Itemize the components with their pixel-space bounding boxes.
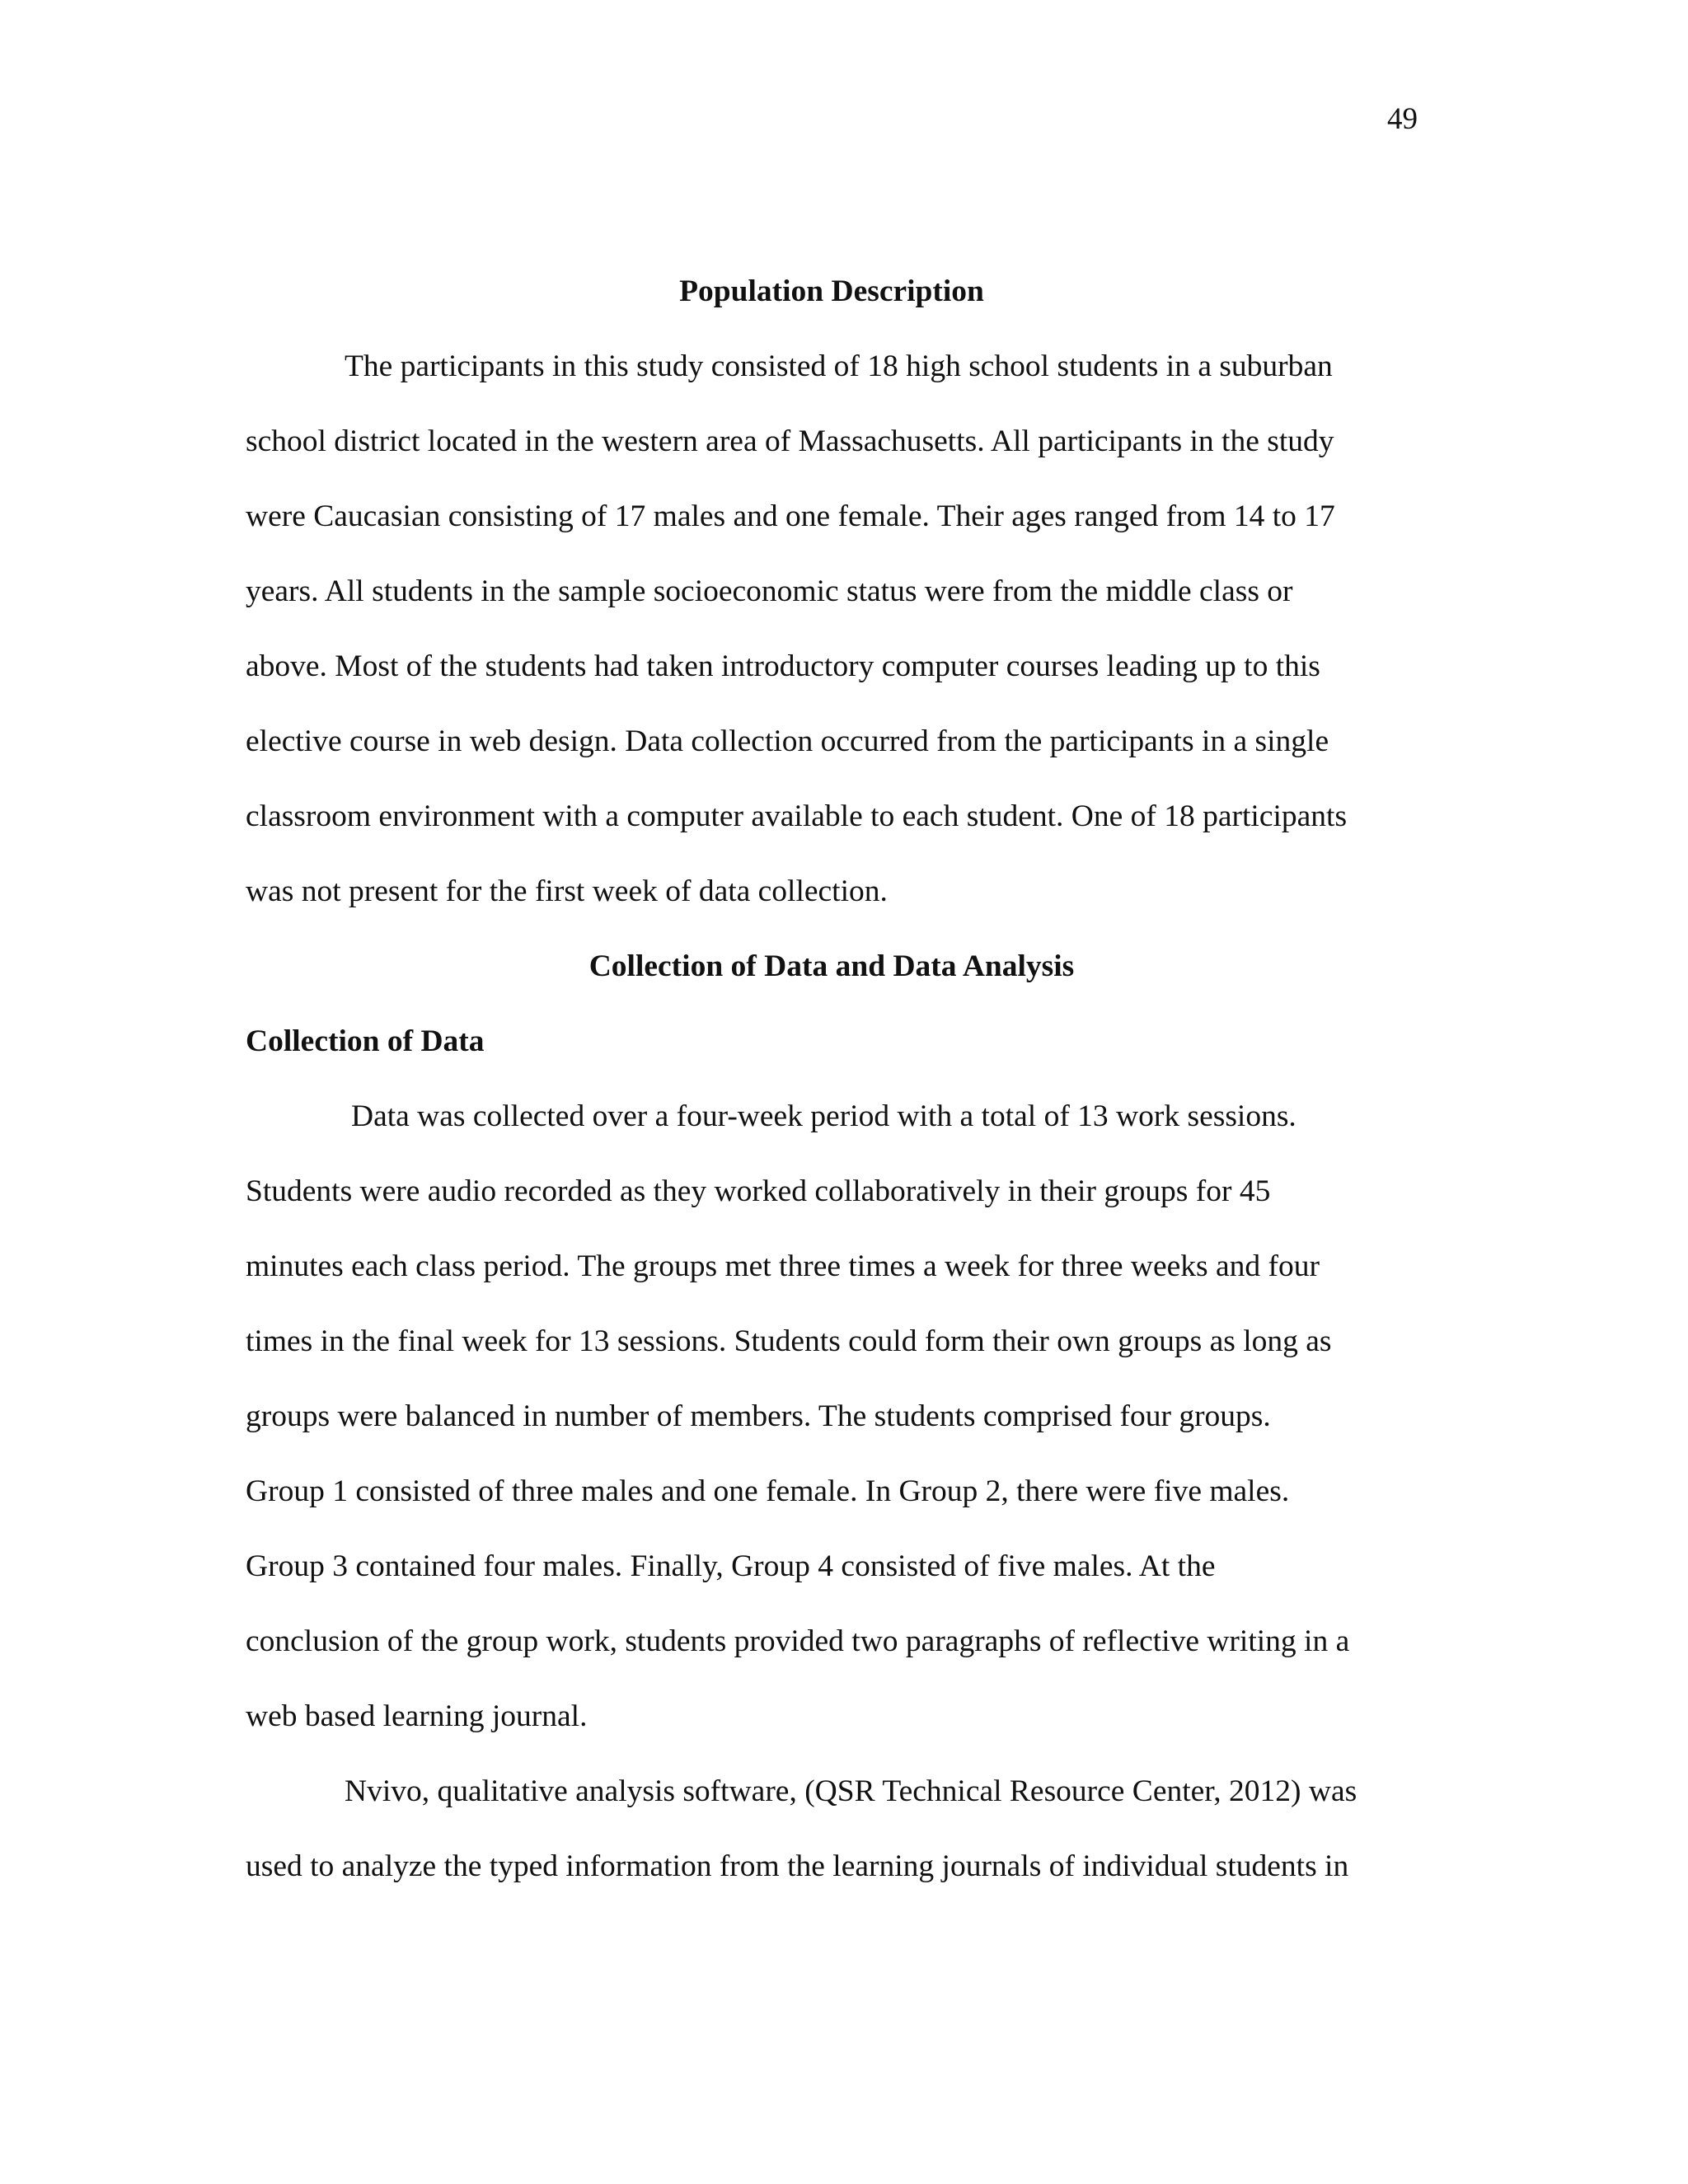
text-line: The participants in this study consisted of 18 high school students in a suburban [345,349,1333,383]
text-line: above. Most of the students had taken introductory computer courses leading up to this [246,649,1320,683]
document-body [246,269,1418,1919]
paragraph-collection [246,1094,1418,1769]
text-line: conclusion of the group work, students provided two paragraphs of reflective writing in a [246,1624,1350,1658]
text-line: Group 3 contained four males. Finally, Group 4 consisted of five males. At the [246,1549,1216,1583]
text-line: Students were audio recorded as they worked collaboratively in their groups for 45 [246,1174,1271,1208]
text-line: web based learning journal. [246,1699,588,1733]
text-line: was not present for the first week of data collection. [246,874,888,908]
text-line: classroom environment with a computer available to each student. One of 18 participants [246,799,1348,833]
text-line: years. All students in the sample socioeconomic status were from the middle class or [246,574,1293,608]
text-line: were Caucasian consisting of 17 males and one female. Their ages ranged from 14 to 17 [246,499,1335,533]
paragraph-nvivo [246,1769,1418,1919]
subsection-heading-collection: Collection of Data [246,1024,485,1058]
paragraph-population [246,344,1418,944]
text-line: times in the final week for 13 sessions. Students could form their own groups as long as [246,1324,1332,1358]
text-line: Group 1 consisted of three males and one female. In Group 2, there were five males. [246,1474,1290,1508]
section-heading-collection-analysis: Collection of Data and Data Analysis [588,949,1075,983]
text-line: Data was collected over a four-week period with a total of 13 work sessions. [351,1099,1296,1133]
text-line: minutes each class period. The groups met three times a week for three weeks and four [246,1249,1320,1283]
text-line: elective course in web design. Data collection occurred from the participants in a single [246,724,1329,758]
text-line: Nvivo, qualitative analysis software, (QSR Technical Resource Center, 2012) was [345,1774,1357,1808]
page-number: 49 [1387,102,1418,136]
text-line: groups were balanced in number of members. The students comprised four groups. [246,1399,1271,1433]
text-line: school district located in the western area of Massachusetts. All participants in the study [246,424,1334,458]
text-line: used to analyze the typed information from the learning journals of individual students in [246,1849,1349,1883]
section-heading-population: Population Description [679,274,984,308]
